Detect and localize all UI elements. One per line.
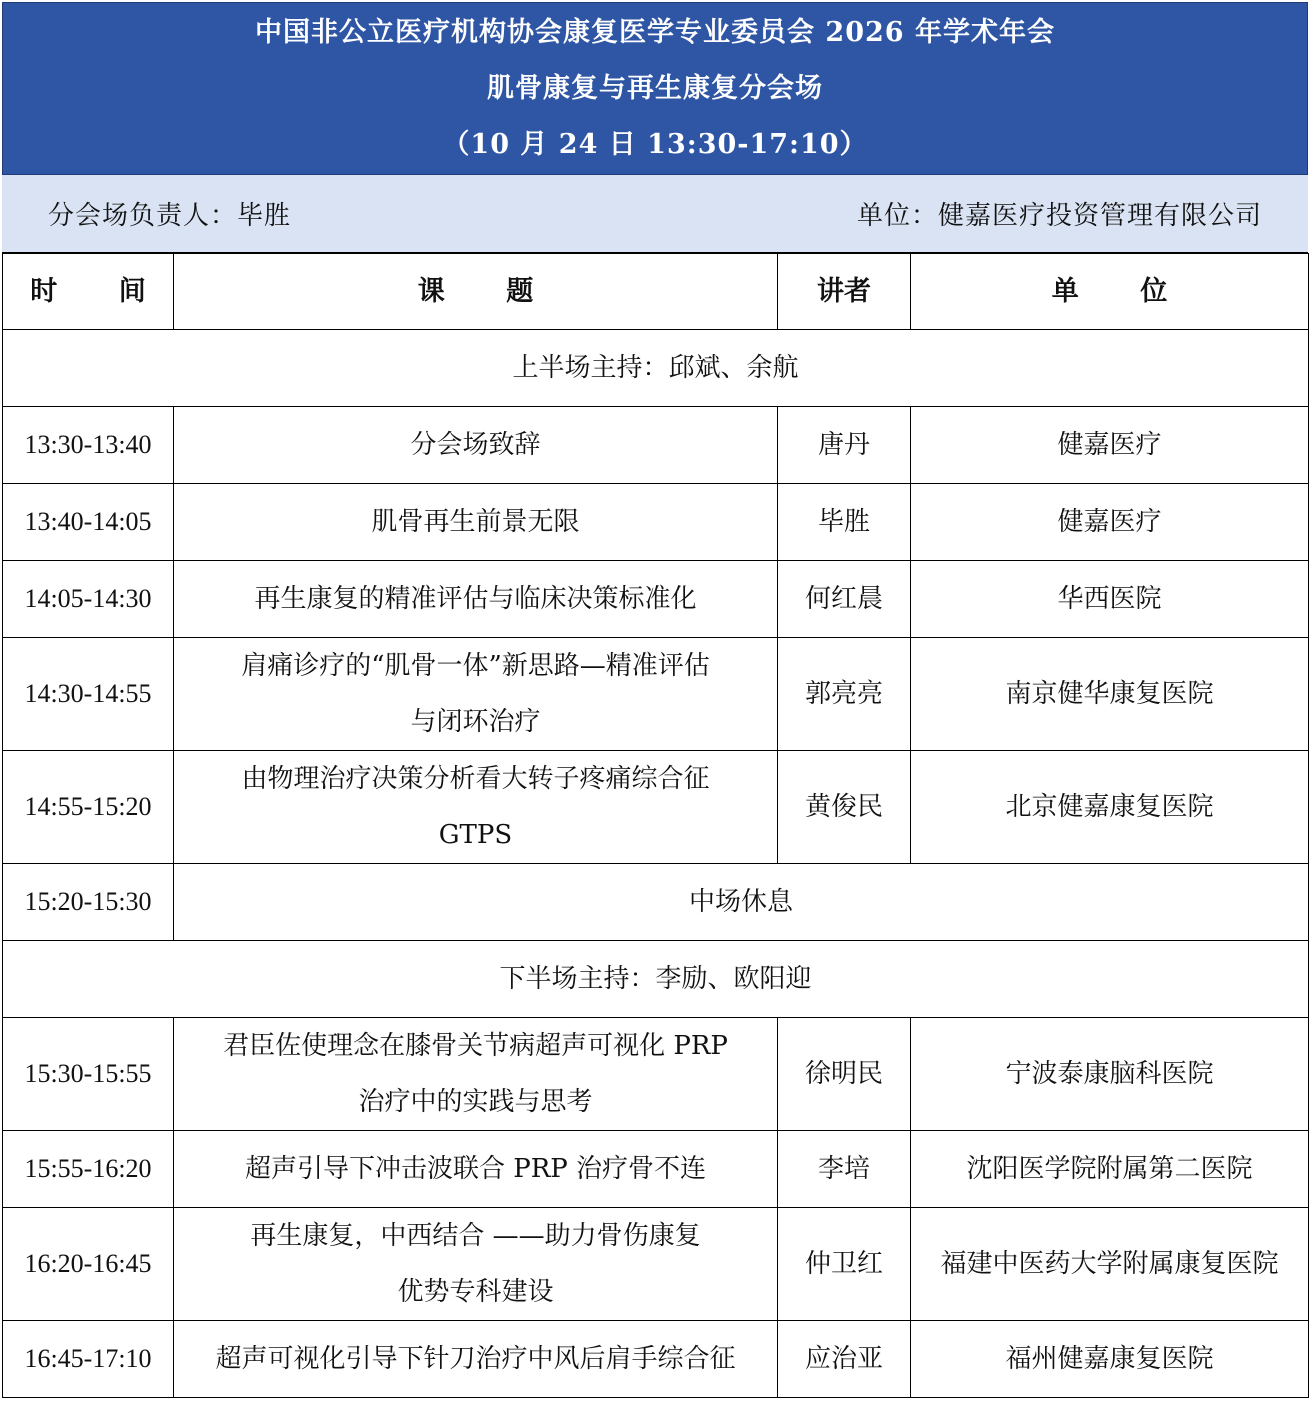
session1-host: 上半场主持：邱斌、余航 [3, 330, 1309, 407]
agenda-row [3, 1018, 1309, 1131]
row-topic [174, 407, 778, 484]
row-speaker: 仲卫红 [778, 1208, 911, 1321]
row-time: 15:30-15:55 [3, 1018, 174, 1131]
row-topic [174, 1018, 778, 1131]
break-label: 中场休息 [174, 864, 1309, 941]
row-time: 14:05-14:30 [3, 561, 174, 638]
row-topic [174, 1321, 778, 1398]
topic-line: 再生康复的精准评估与临床决策标准化 [254, 584, 697, 614]
table-header-row [3, 254, 1309, 330]
row-unit: 沈阳医学院附属第二医院 [911, 1131, 1309, 1208]
session2-host: 下半场主持：李励、欧阳迎 [3, 941, 1309, 1018]
row-unit: 健嘉医疗 [911, 484, 1309, 561]
topic-line: 肌骨再生前景无限 [371, 507, 580, 537]
topic-line: 治疗中的实践与思考 [358, 1087, 593, 1117]
topic-line: 分会场致辞 [410, 430, 541, 460]
session2-host-row [3, 941, 1309, 1018]
row-speaker: 李培 [778, 1131, 911, 1208]
agenda-row [3, 561, 1309, 638]
row-time: 16:45-17:10 [3, 1321, 174, 1398]
column-header-speaker: 讲者 [778, 254, 911, 330]
session1-host-row [3, 330, 1309, 407]
row-time: 15:55-16:20 [3, 1131, 174, 1208]
row-speaker: 何红晨 [778, 561, 911, 638]
break-time: 15:20-15:30 [3, 864, 174, 941]
topic-line: 超声可视化引导下针刀治疗中风后肩手综合征 [215, 1344, 736, 1374]
row-time: 16:20-16:45 [3, 1208, 174, 1321]
row-speaker: 郭亮亮 [778, 638, 911, 751]
row-unit: 华西医院 [911, 561, 1309, 638]
row-topic [174, 484, 778, 561]
row-speaker: 应治亚 [778, 1321, 911, 1398]
agenda-row [3, 1321, 1309, 1398]
agenda-row [3, 1131, 1309, 1208]
row-unit: 福建中医药大学附属康复医院 [911, 1208, 1309, 1321]
topic-line: GTPS [438, 820, 513, 850]
agenda-row [3, 751, 1309, 864]
row-topic [174, 1208, 778, 1321]
row-unit: 南京健华康复医院 [911, 638, 1309, 751]
title-banner [2, 2, 1308, 175]
row-time: 14:30-14:55 [3, 638, 174, 751]
row-speaker: 徐明民 [778, 1018, 911, 1131]
agenda-row [3, 484, 1309, 561]
topic-line: 再生康复，中西结合 ——助力骨伤康复 [250, 1221, 701, 1251]
column-header-topic: 课 题 [174, 254, 778, 330]
row-unit: 宁波泰康脑科医院 [911, 1018, 1309, 1131]
agenda-row [3, 407, 1309, 484]
topic-line: 超声引导下冲击波联合 PRP 治疗骨不连 [244, 1154, 707, 1184]
row-topic [174, 638, 778, 751]
session-leader: 分会场负责人：毕胜 [48, 201, 292, 231]
row-unit: 健嘉医疗 [911, 407, 1309, 484]
topic-line: 优势专科建设 [397, 1277, 554, 1307]
row-speaker: 毕胜 [778, 484, 911, 561]
conference-title: 中国非公立医疗机构协会康复医学专业委员会 2026 年学术年会 [255, 16, 1055, 48]
topic-line: 与闭环治疗 [410, 707, 541, 737]
column-header-time: 时 间 [3, 254, 174, 330]
agenda-row [3, 638, 1309, 751]
topic-line: 由物理治疗决策分析看大转子疼痛综合征 [241, 764, 710, 794]
column-header-unit: 单 位 [911, 254, 1309, 330]
row-unit: 福州健嘉康复医院 [911, 1321, 1309, 1398]
row-speaker: 黄俊民 [778, 751, 911, 864]
row-unit: 北京健嘉康复医院 [911, 751, 1309, 864]
topic-line: 肩痛诊疗的“肌骨一体”新思路—精准评估 [241, 651, 710, 681]
session-datetime: （10 月 24 日 13:30-17:10） [442, 128, 868, 160]
leader-unit: 单位：健嘉医疗投资管理有限公司 [856, 201, 1262, 231]
row-time: 13:30-13:40 [3, 407, 174, 484]
agenda-table [2, 253, 1309, 1398]
row-topic [174, 1131, 778, 1208]
schedule-sheet [2, 2, 1308, 1398]
session-subtitle: 肌骨康复与再生康复分会场 [487, 72, 823, 104]
row-topic [174, 751, 778, 864]
owner-bar [2, 175, 1308, 253]
row-time: 13:40-14:05 [3, 484, 174, 561]
row-topic [174, 561, 778, 638]
agenda-row [3, 1208, 1309, 1321]
break-row [3, 864, 1309, 941]
row-time: 14:55-15:20 [3, 751, 174, 864]
row-speaker: 唐丹 [778, 407, 911, 484]
topic-line: 君臣佐使理念在膝骨关节病超声可视化 PRP [223, 1031, 728, 1061]
